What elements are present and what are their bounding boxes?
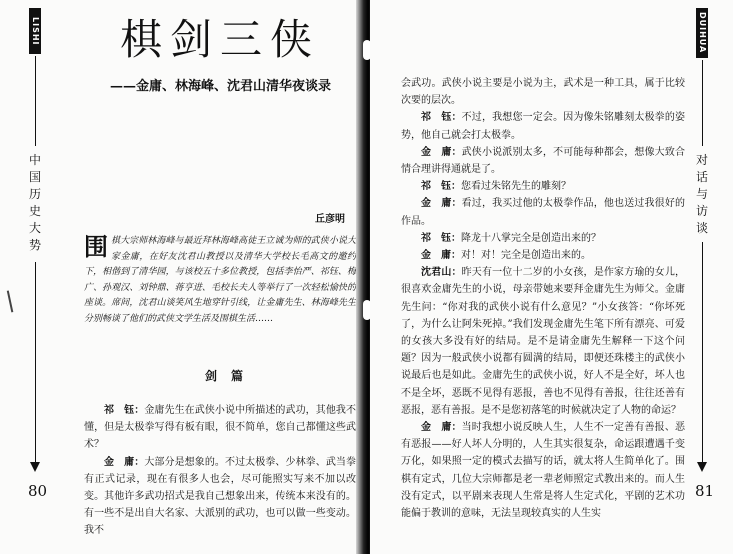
left-rail-line-bottom (35, 262, 36, 462)
dialogue-text: 昨天有一位十二岁的小女孩，是作家方瑜的女儿，很喜欢金庸先生的小说，母亲带她来要拜金庸先生为师父。金庸先生问：“你对我的武侠小说有什么意见？”小女孩答：“你坏死了，为什么让阿朱死掉。”我们发现金庸先生笔下所有漂亮、可爱的女孩大多没有好的结局。是不是请金庸先生解释一下这个问题？因为一般武侠小说都有圆满的结局，即便还珠楼主的武侠小说最后也是如此。金庸先生的武侠小说，好人不是全好，坏人也不是全坏，恶既不见得有恶报，善也不见得有善报，往往还善有恶报，恶有善报。是不是您初落笔的时候就决定了人物的命运？ (401, 267, 686, 416)
speaker-name: 金 庸： (421, 146, 462, 158)
dialogue-paragraph (401, 230, 685, 247)
dialogue-text: 看过，我买过他的太极拳作品，他也送过我很好的作品。 (401, 198, 686, 227)
article-author: 丘彦明 (315, 214, 345, 225)
drop-cap: 围 (84, 232, 108, 261)
dialogue-paragraph (401, 144, 685, 178)
dialogue-text: 大部分是想象的。不过太极拳、少林拳、武当拳有正式记录，现在有很多人也会，尽可能照实写来不加以改变。其他许多武功招式是我自己想象出来，传统本来没有的。有一些不是出自大名家、大派别的武功，也可以做一些变动。我不 (84, 456, 357, 537)
right-page-number: 81 (695, 482, 715, 500)
dialogue-paragraph (401, 247, 685, 264)
article-title: 棋剑三侠 (120, 15, 321, 64)
dialogue-paragraph (401, 109, 685, 143)
dialogue-paragraph (401, 178, 685, 195)
article-subtitle: ——金庸、林海峰、沈君山清华夜谈录 (110, 79, 332, 94)
left-tab-label: LISHI (29, 8, 41, 54)
speaker-name: 祁 钰： (421, 112, 462, 124)
right-tab-label: DUIHUA (696, 8, 708, 58)
intro-paragraph (84, 234, 356, 328)
speaker-name: 祁 钰： (104, 405, 145, 416)
right-body-text (401, 75, 685, 522)
left-side-label: 中国历史大势 (28, 153, 41, 252)
dialogue-paragraph (401, 264, 685, 419)
section-heading: 剑篇 (205, 369, 258, 383)
dialogue-paragraph (84, 402, 356, 454)
stray-ink-mark (7, 290, 17, 313)
right-rail-line-bottom (702, 242, 703, 462)
right-rail-arrow-icon (697, 462, 707, 472)
continuation-paragraph: 会武功。武侠小说主要是小说为主，武术是一种工具，属于比较次要的层次。 (401, 78, 685, 107)
dialogue-paragraph (401, 419, 685, 522)
dialogue-text: 不过，我想您一定会。因为像朱铭雕刻太极拳的姿势，他自己就会打太极拳。 (401, 112, 686, 141)
left-rail-arrow-icon (30, 462, 40, 472)
speaker-name: 金 庸： (421, 422, 462, 434)
dialogue-text: 降龙十八掌完全是创造出来的？ (461, 232, 601, 244)
dialogue-text: 您看过朱铭先生的雕刻？ (461, 181, 571, 193)
dialogue-text: 当时我想小说反映人生，人生不一定善有善报、恶有恶报——好人坏人分明的，人生其实很复杂，命运跟遭遇千变万化，如果照一定的模式去描写的话，就太将人生简单化了。围棋有定式，几位大宗师都是老一辈老师照定式教出来的。而人生没有定式，以平剧来表现人生常是将人生定式化，平剧的艺术功能偏于教训的意味，无法呈现较真实的人生实 (401, 422, 686, 520)
speaker-name: 金 庸： (421, 250, 461, 262)
dialogue-text: 对！对！完全是创造出来的。 (461, 250, 591, 262)
intro-text: 棋大宗师林海峰与最近拜林海峰高徒王立诚为师的武侠小说大家金庸，在好友沈君山教授以及清华大学校长毛高文的邀约下，相偕到了清华园，与该校五十多位教授，包括李怡严、祁钰、梅广、孙观汉、刘钟鼎、蒋亨进、毛校长夫人等举行了一次轻松愉快的座谈。席间，沈君山谈笑风生地穿针引线，让金庸先生、林海峰先生分别畅谈了他们的武侠文学生活及围棋生活…… (84, 236, 356, 324)
dialogue-text: 武侠小说派别太多，不可能每种都会，想像大致合情合理讲得通就是了。 (401, 146, 686, 176)
right-rail-line-top (702, 60, 703, 146)
speaker-name: 金 庸： (104, 456, 145, 468)
dialogue-paragraph (84, 454, 356, 540)
speaker-name: 祁 钰： (421, 232, 461, 244)
right-side-label: 对话与访谈 (695, 153, 708, 235)
left-page (0, 0, 364, 554)
speaker-name: 沈君山： (421, 267, 462, 279)
speaker-name: 祁 钰： (421, 181, 461, 193)
left-page-number: 80 (28, 482, 48, 500)
left-body-text (84, 402, 356, 540)
left-rail-line-top (35, 56, 36, 146)
dialogue-paragraph (401, 195, 685, 229)
dialogue-text: 金庸先生在武侠小说中所描述的武功，其他我不懂，但是太极拳写得有板有眼，很不简单，您自己都懂这些武术？ (84, 405, 357, 451)
speaker-name: 金 庸： (421, 198, 462, 210)
